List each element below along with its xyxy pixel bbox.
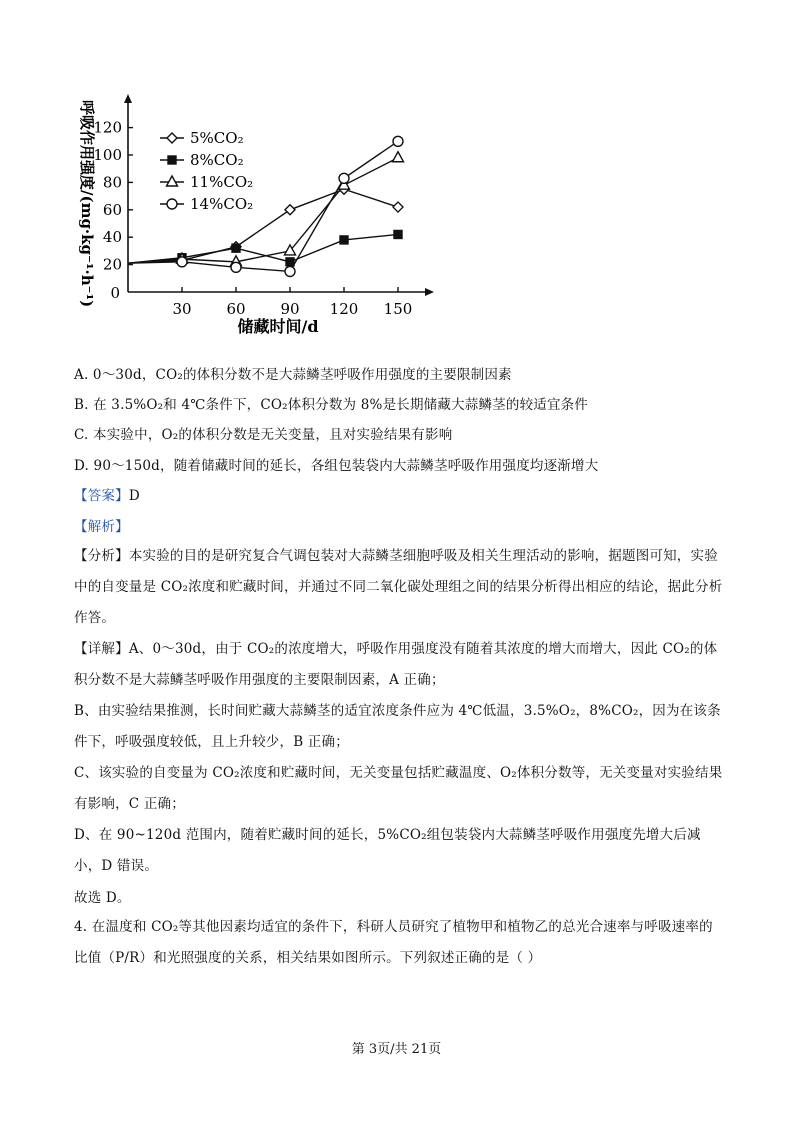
legend-label: 5%CO₂ [190,129,244,147]
x-axis-label: 储藏时间/d [237,317,319,336]
series-line-3 [128,158,398,263]
x-tick-label: 90 [280,300,300,318]
conclusion: 故选 D。 [74,890,131,906]
fenxi-paragraph [74,541,724,634]
analysis-tag [74,518,129,536]
detail-b: B、由实验结果推测，长时间贮藏大蒜鳞茎的适宜浓度条件应为 4℃低温，3.5%O₂，8%CO₂，因为在该条件下，呼吸强度较低，且上升较少，B 正确； [74,703,721,750]
data-point-2-2 [232,244,240,252]
legend-marker [167,199,177,209]
y-tick-label: 40 [102,228,122,247]
y-tick-label: 100 [93,146,122,164]
analysis-label: 【解析】 [74,519,129,535]
chart-axes [124,94,434,296]
x-axis-arrow [425,288,434,296]
y-tick-label: 60 [102,200,122,219]
y-axis-arrow [124,94,132,103]
option-d: D. 90～150d，随着储藏时间的延长，各组包装袋内大蒜鳞茎呼吸作用强度均逐渐增大 [74,458,599,474]
data-point-1-3 [285,205,295,215]
origin-label: 0 [110,284,120,302]
option-a: A. 0～30d，CO₂的体积分数不是大蒜鳞茎呼吸作用强度的主要限制因素 [74,367,512,383]
option-b: B. 在 3.5%O₂和 4℃条件下，CO₂体积分数为 8%是长期储藏大蒜鳞茎的较适宜条件 [74,397,589,413]
data-point-4-5 [393,136,403,146]
y-tick-label: 20 [102,255,122,274]
detail-c: C、该实验的自变量为 CO₂浓度和贮藏时间，无关变量包括贮藏温度、O₂体积分数等，无关变量对实验结果有影响，C 正确； [74,765,723,812]
data-point-4-2 [231,262,241,272]
data-point-2-4 [340,236,348,244]
page-footer: 第 3页/共 21页 [351,1042,442,1057]
y-axis-label: 呼吸作用强度/(mg·kg⁻¹·h⁻¹) [78,100,96,308]
series-line-2 [128,234,398,263]
fenxi-text: 本实验的目的是研究复合气调包装对大蒜鳞茎细胞呼吸及相关生理活动的影响，据题图可知，实验中的自变量是 CO₂浓度和贮藏时间，并通过不同二氧化碳处理组之间的结果分析得出相应的结论，据此分析作答。 [74,548,723,626]
xiangjie-text: A、0～30d，由于 CO₂的浓度增大，呼吸作用强度没有随着其浓度的增大而增大，因此 CO₂的体积分数不是大蒜鳞茎呼吸作用强度的主要限制因素，A 正确； [74,641,718,688]
xiangjie-paragraph [74,634,724,696]
legend-marker [167,176,178,186]
y-tick-label: 120 [93,118,122,137]
y-ticks [93,119,133,274]
data-point-4-4 [339,173,349,183]
data-point-2-3 [286,258,294,266]
legend-marker [168,156,176,164]
legend [160,129,253,213]
data-point-1-5 [393,202,403,212]
option-c: C. 本实验中，O₂的体积分数是无关变量，且对实验结果有影响 [74,427,453,443]
legend-marker [167,133,177,143]
legend-label: 11%CO₂ [190,173,254,191]
answer-tag: 【答案】 [74,488,129,504]
detail-d: D、在 90~120d 范围内，随着贮藏时间的延长，5%CO₂组包装袋内大蒜鳞茎呼吸作用强度先增大后减小，D 错误。 [74,827,701,874]
data-point-4-1 [177,257,187,267]
x-tick-label: 60 [226,300,246,318]
x-tick-label: 120 [329,300,359,318]
data-point-2-5 [394,230,402,238]
fenxi-label: 【分析】 [74,548,129,564]
y-tick-label: 80 [102,173,122,192]
legend-label: 8%CO₂ [190,151,244,169]
question-4: 4. 在温度和 CO₂等其他因素均适宜的条件下，科研人员研究了植物甲和植物乙的总光合速率与呼吸速率的比值（P/R）和光照强度的关系，相关结果如图所示。下列叙述正确的是（ ） [74,919,713,966]
x-tick-label: 150 [383,300,413,318]
legend-label: 14%CO₂ [190,195,254,213]
answer-line [74,487,140,505]
xiangjie-label: 【详解】 [74,641,129,657]
data-point-3-5 [393,152,404,162]
answer-value: D [128,488,140,504]
x-tick-label: 30 [172,300,192,318]
respiration-line-chart [64,88,444,348]
data-point-4-3 [285,266,295,276]
